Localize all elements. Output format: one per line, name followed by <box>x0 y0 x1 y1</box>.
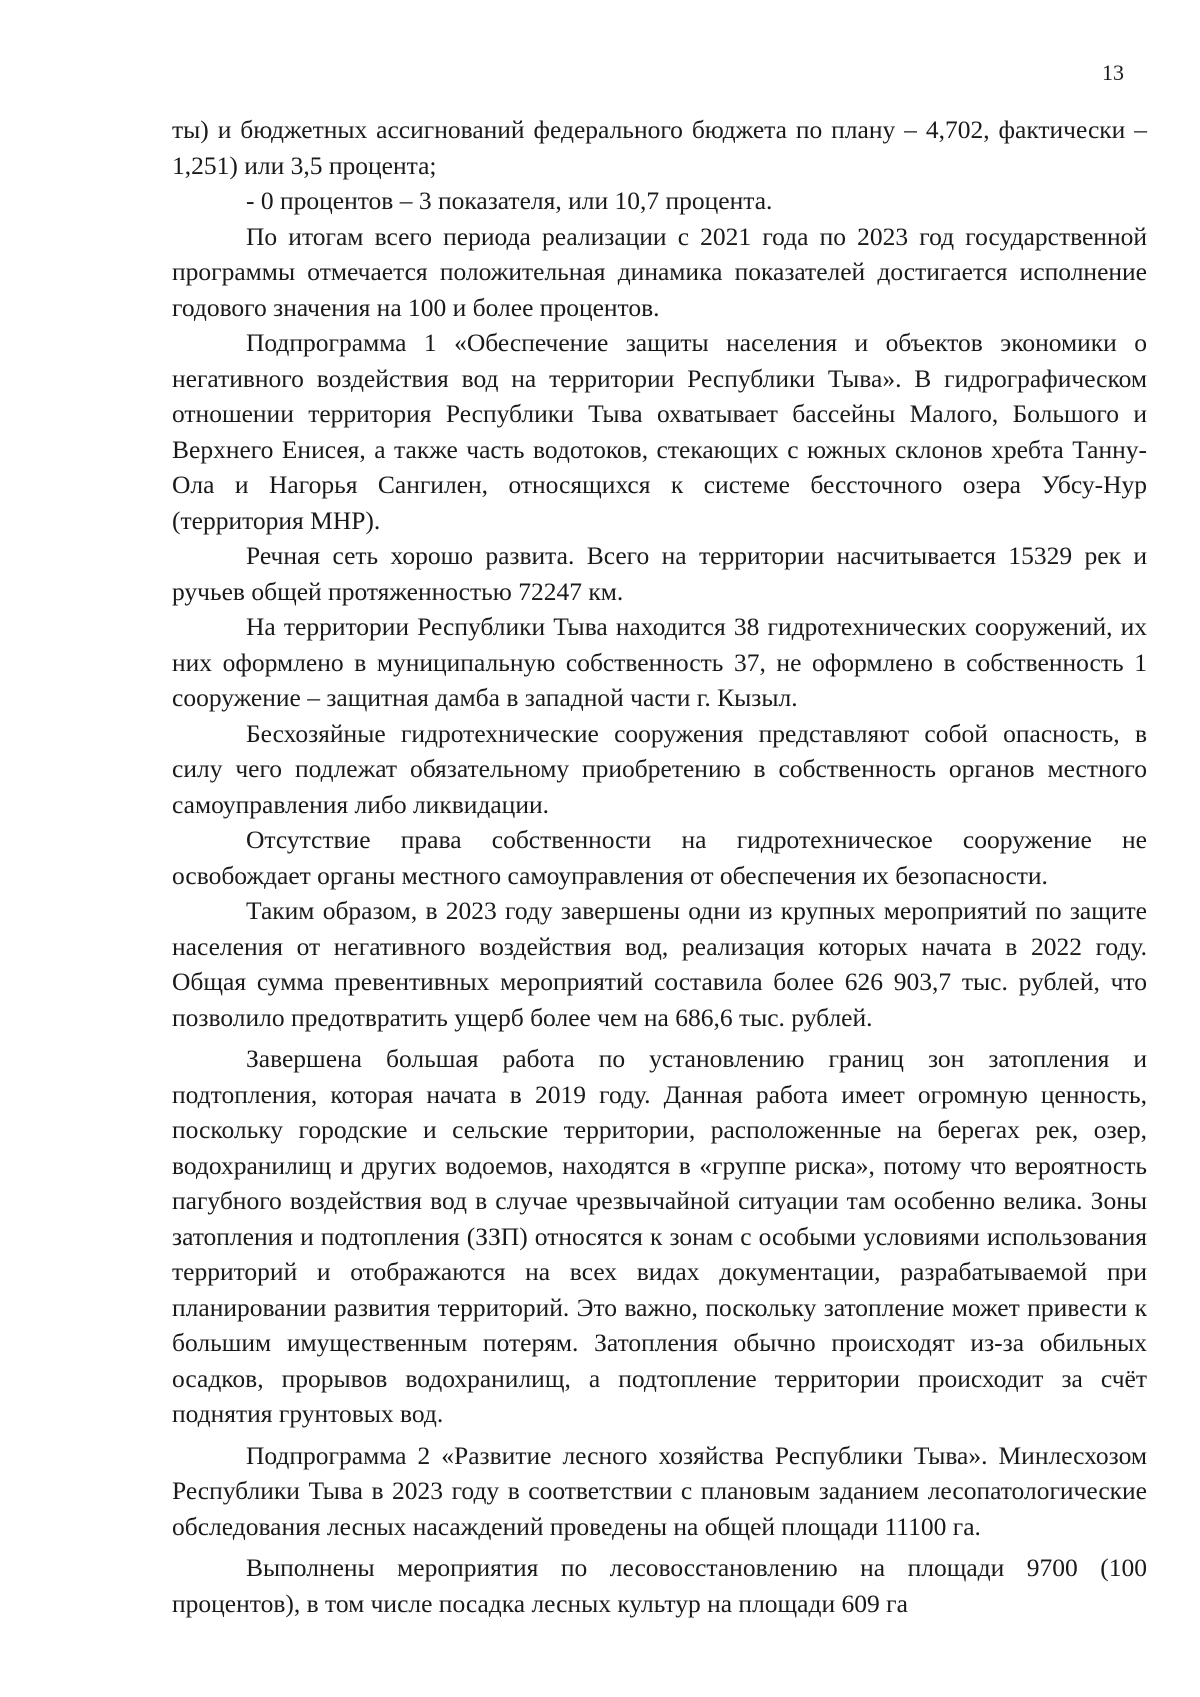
paragraph-flood-zones: Завершена большая работа по установлению границ зон затопления и подтопления, которая начата в 2019 году. Данная работа имеет огромную ценность, поскольку городские и сельские территории, расположенные на берегах рек, озер, водохранилищ и других водоемов, находятся в «группе риска», потому что вероятность пагубного воздействия вод в случае чрезвычайной ситуации там особенно велика. Зоны затопления и подтопления (ЗЗП) относятся к зонам с особыми условиями использования территорий и отображаются на всех видах документации, разрабатываемой при планировании развития территорий. Это важно, поскольку затопление может привести к большим имущественным потерям. Затопления обычно происходят из-за обильных осадков, прорывов водохранилищ, а подтопление территории происходит за счёт поднятия грунтовых вод. <box>172 1044 1147 1428</box>
paragraph-list-item: - 0 процентов – 3 показателя, или 10,7 процента. <box>246 186 773 215</box>
paragraph-results-2023: Таким образом, в 2023 году завершены одни из крупных мероприятий по защите населения от негативного воздействия вод, реализация которых начата в 2022 году. Общая сумма превентивных мероприятий составила более 626 903,7 тыс. рублей, что позволило предотвратить ущерб более чем на 686,6 тыс. рублей. <box>172 896 1147 1032</box>
paragraph-river-network: Речная сеть хорошо развита. Всего на территории насчитывается 15329 рек и ручьев общей протяженностью 72247 км. <box>172 541 1147 606</box>
paragraph-ownerless-structures: Бесхозяйные гидротехнические сооружения представляют собой опасность, в силу чего подлежат обязательному приобретению в собственность органов местного самоуправления либо ликвидации. <box>172 718 1147 819</box>
paragraph-summary: По итогам всего периода реализации с 2021 года по 2023 год государственной программы отмечается положительная динамика показателей достигается исполнение годового значения на 100 и более процентов. <box>172 221 1147 322</box>
page-number: 13 <box>1102 60 1124 85</box>
paragraph-ownership: Отсутствие права собственности на гидротехническое сооружение не освобождает органы местного самоуправления от обеспечения их безопасности. <box>172 825 1147 890</box>
paragraph-hydro-structures: На территории Республики Тыва находится 38 гидротехнических сооружений, их них оформлено в муниципальную собственность 37, не оформлено в собственность 1 сооружение – защитная дамба в западной части г. Кызыл. <box>172 612 1147 712</box>
paragraph-subprogram-1: Подпрограмма 1 «Обеспечение защиты населения и объектов экономики о негативного воздействия вод на территории Республики Тыва». В гидрографическом отношении территория Республики Тыва охватывает бассейны Малого, Большого и Верхнего Енисея, а также часть водотоков, стекающих с южных склонов хребта Танну-Ола и Нагорья Сангилен, относящихся к системе бессточного озера Убсу-Нур (территория МНР). <box>172 328 1147 535</box>
paragraph-subprogram-2: Подпрограмма 2 «Развитие лесного хозяйства Республики Тыва». Минлесхозом Республики Тыва в 2023 году в соответствии с плановым заданием лесопатологические обследования лесных насаждений проведены на общей площади 11100 га. <box>172 1440 1147 1541</box>
paragraph-continuation: ты) и бюджетных ассигнований федерального бюджета по плану – 4,702, фактически – 1,251) или 3,5 процента; <box>172 115 1147 180</box>
paragraph-reforestation: Выполнены мероприятия по лесовосстановлению на площади 9700 (100 процентов), в том числе посадка лесных культур на площади 609 га <box>172 1553 1147 1618</box>
document-body <box>172 112 1147 1621</box>
